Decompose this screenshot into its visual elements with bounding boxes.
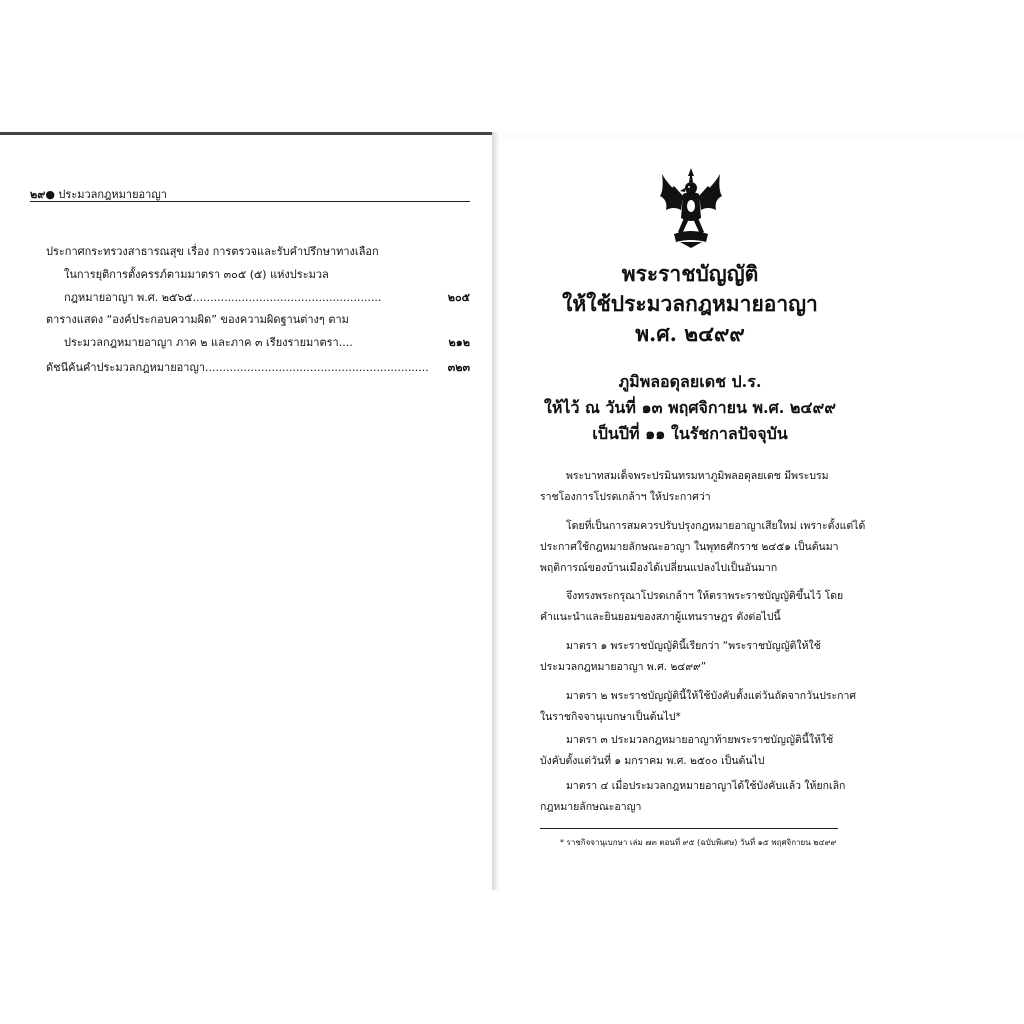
paragraph-line: มาตรา ๔ เมื่อประมวลกฎหมายอาญาได้ใช้บังคับแล้ว ให้ยกเลิก bbox=[566, 780, 846, 792]
toc-line-text: กฎหมายอาญา พ.ศ. ๒๕๖๕...................................................... bbox=[64, 291, 382, 304]
toc-line-text: ประมวลกฎหมายอาญา ภาค ๒ และภาค ๓ เรียงรายมาตรา.... bbox=[64, 336, 353, 349]
royal-signature-name: ภูมิพลอดุลยเดช ป.ร. bbox=[618, 372, 762, 391]
toc-entry bbox=[46, 356, 470, 379]
paragraph-line: ราชโองการโปรดเกล้าฯ ให้ประกาศว่า bbox=[540, 491, 711, 503]
running-head-title: ประมวลกฎหมายอาญา bbox=[58, 188, 167, 201]
paragraph-line: โดยที่เป็นการสมควรปรับปรุงกฎหมายอาญาเสียใหม่ เพราะตั้งแต่ได้ bbox=[566, 520, 866, 532]
section-4 bbox=[540, 776, 846, 818]
toc-page-number: ๓๒๓ bbox=[447, 361, 470, 374]
bullet-icon: ● bbox=[45, 188, 55, 201]
toc-page-number: ๒๐๕ bbox=[447, 291, 470, 304]
garuda-emblem-icon bbox=[656, 166, 726, 248]
section-2 bbox=[540, 686, 857, 728]
given-date-line: ให้ไว้ ณ วันที่ ๑๓ พฤศจิกายน พ.ศ. ๒๔๙๙ bbox=[544, 398, 836, 417]
act-title-year: พ.ศ. ๒๔๙๙ bbox=[635, 321, 745, 346]
footnote: * ราชกิจจานุเบกษา เล่ม ๗๓ ตอนที่ ๙๕ (ฉบับพิเศษ) วันที่ ๑๕ พฤศจิกายน ๒๔๙๙ bbox=[560, 838, 837, 847]
act-title-line-2: ให้ใช้ประมวลกฎหมายอาญา bbox=[562, 291, 818, 316]
paragraph-line: มาตรา ๒ พระราชบัญญัตินี้ให้ใช้บังคับตั้งแต่วันถัดจากวันประกาศ bbox=[566, 690, 857, 702]
paragraph-line: คำแนะนำและยินยอมของสภาผู้แทนราษฎร ดังต่อไปนี้ bbox=[540, 611, 781, 623]
paragraph-line: ในราชกิจจานุเบกษาเป็นต้นไป* bbox=[540, 711, 681, 723]
paragraph-preamble bbox=[540, 516, 866, 579]
page-number: ๒๙ bbox=[30, 188, 46, 201]
paragraph-line: บังคับตั้งแต่วันที่ ๑ มกราคม พ.ศ. ๒๕๐๐ เป็นต้นไป bbox=[540, 755, 765, 767]
section-1 bbox=[540, 636, 840, 678]
paragraph-line: ประมวลกฎหมายอาญา พ.ศ. ๒๔๙๙” bbox=[540, 661, 707, 673]
paragraph-line: ประกาศใช้กฎหมายลักษณะอาญา ในพุทธศักราช ๒๔๕๑ เป็นต้นมา bbox=[540, 541, 839, 553]
toc-line bbox=[46, 356, 470, 379]
toc-entry bbox=[46, 240, 470, 309]
reign-year-line: เป็นปีที่ ๑๑ ในรัชกาลปัจจุบัน bbox=[592, 424, 788, 443]
paragraph-line: มาตรา ๓ ประมวลกฎหมายอาญาท้ายพระราชบัญญัตินี้ให้ใช้ bbox=[566, 734, 834, 746]
toc-line bbox=[46, 331, 470, 354]
paragraph-proclamation bbox=[540, 466, 840, 508]
header-rule bbox=[30, 201, 470, 202]
paragraph-line: จึงทรงพระกรุณาโปรดเกล้าฯ ให้ตราพระราชบัญญัติขึ้นไว้ โดย bbox=[566, 590, 844, 602]
toc-line bbox=[46, 286, 470, 309]
toc-line: ประกาศกระทรวงสาธารณสุข เรื่อง การตรวจและรับคำปรึกษาทางเลือก bbox=[46, 245, 379, 258]
toc-entry bbox=[46, 308, 470, 354]
paragraph-line: พระบาทสมเด็จพระปรมินทรมหาภูมิพลอดุลยเดช มีพระบรม bbox=[566, 470, 829, 482]
paragraph-line: มาตรา ๑ พระราชบัญญัตินี้เรียกว่า “พระราชบัญญัติให้ใช้ bbox=[566, 640, 821, 652]
footnote-rule bbox=[540, 828, 838, 829]
section-3 bbox=[540, 730, 840, 772]
toc-page-number: ๒๑๒ bbox=[448, 336, 470, 349]
page-gutter bbox=[492, 132, 500, 890]
toc-line: ตารางแสดง “องค์ประกอบความผิด” ของความผิดฐานต่างๆ ตาม bbox=[46, 313, 349, 326]
toc-line-text: ดัชนีค้นคำประมวลกฎหมายอาญา................................................................ bbox=[46, 361, 429, 374]
paragraph-enactment bbox=[540, 586, 844, 628]
act-title-line-1: พระราชบัญญัติ bbox=[621, 261, 759, 286]
toc-line: ในการยุติการตั้งครรภ์ตามมาตรา ๓๐๕ (๕) แห่งประมวล bbox=[64, 268, 329, 281]
paragraph-line: กฎหมายลักษณะอาญา bbox=[540, 801, 642, 813]
paragraph-line: พฤติการณ์ของบ้านเมืองได้เปลี่ยนแปลงไปเป็นอันมาก bbox=[540, 562, 778, 574]
